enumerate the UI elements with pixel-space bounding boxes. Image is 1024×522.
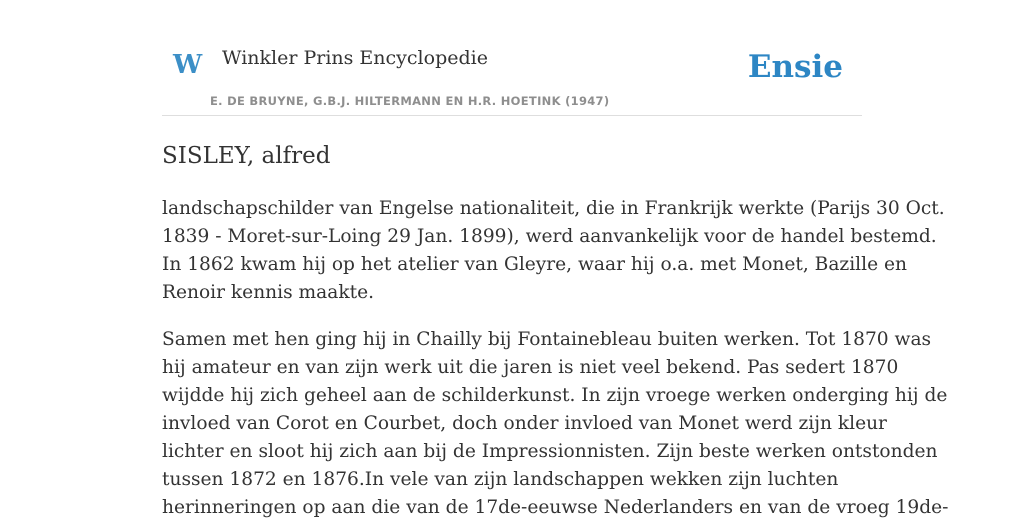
article [162,116,949,522]
paragraph-line: Renoir kennis maakte. [162,281,374,303]
paragraph-line: tussen 1872 en 1876.In vele van zijn landschappen wekken zijn luchten [162,468,839,490]
paragraph-line: wijdde hij zich geheel aan de schilderkunst. In zijn vroege werken onderging hij de [162,384,948,406]
entry-title: SISLEY, alfred [162,143,331,169]
paragraph-line: landschapschilder van Engelse nationaliteit, die in Frankrijk werkte (Parijs 30 Oct. [162,197,945,219]
publication-title[interactable]: Winkler Prins Encyclopedie [222,47,488,69]
paragraph-line: hij amateur en van zijn werk uit die jaren is niet veel bekend. Pas sedert 1870 [162,356,899,378]
paragraph-line: herinneringen op aan die van de 17de-eeuwse Nederlanders en van de vroeg 19de- [162,496,949,518]
article-paragraph [162,195,945,307]
paragraph-line: lichter en sloot hij zich aan bij de Impressionnisten. Zijn beste werken ontstonden [162,440,938,462]
site-header [162,0,862,116]
paragraph-line: Samen met hen ging hij in Chailly bij Fontainebleau buiten werken. Tot 1870 was [162,328,932,350]
paragraph-line: In 1862 kwam hij op het atelier van Gleyre, waar hij o.a. met Monet, Bazille en [162,253,907,275]
publication-logo[interactable]: W [173,50,203,80]
paragraph-line: invloed van Corot en Courbet, doch onder invloed van Monet werd zijn kleur [162,412,887,434]
page [162,0,949,518]
ensie-logo[interactable]: Ensie [747,49,843,85]
paragraph-line: 1839 - Moret-sur-Loing 29 Jan. 1899), werd aanvankelijk voor de handel bestemd. [162,225,937,247]
publication-authors: E. DE BRUYNE, G.B.J. HILTERMANN EN H.R. HOETINK (1947) [210,94,610,108]
article-paragraph [162,326,949,522]
